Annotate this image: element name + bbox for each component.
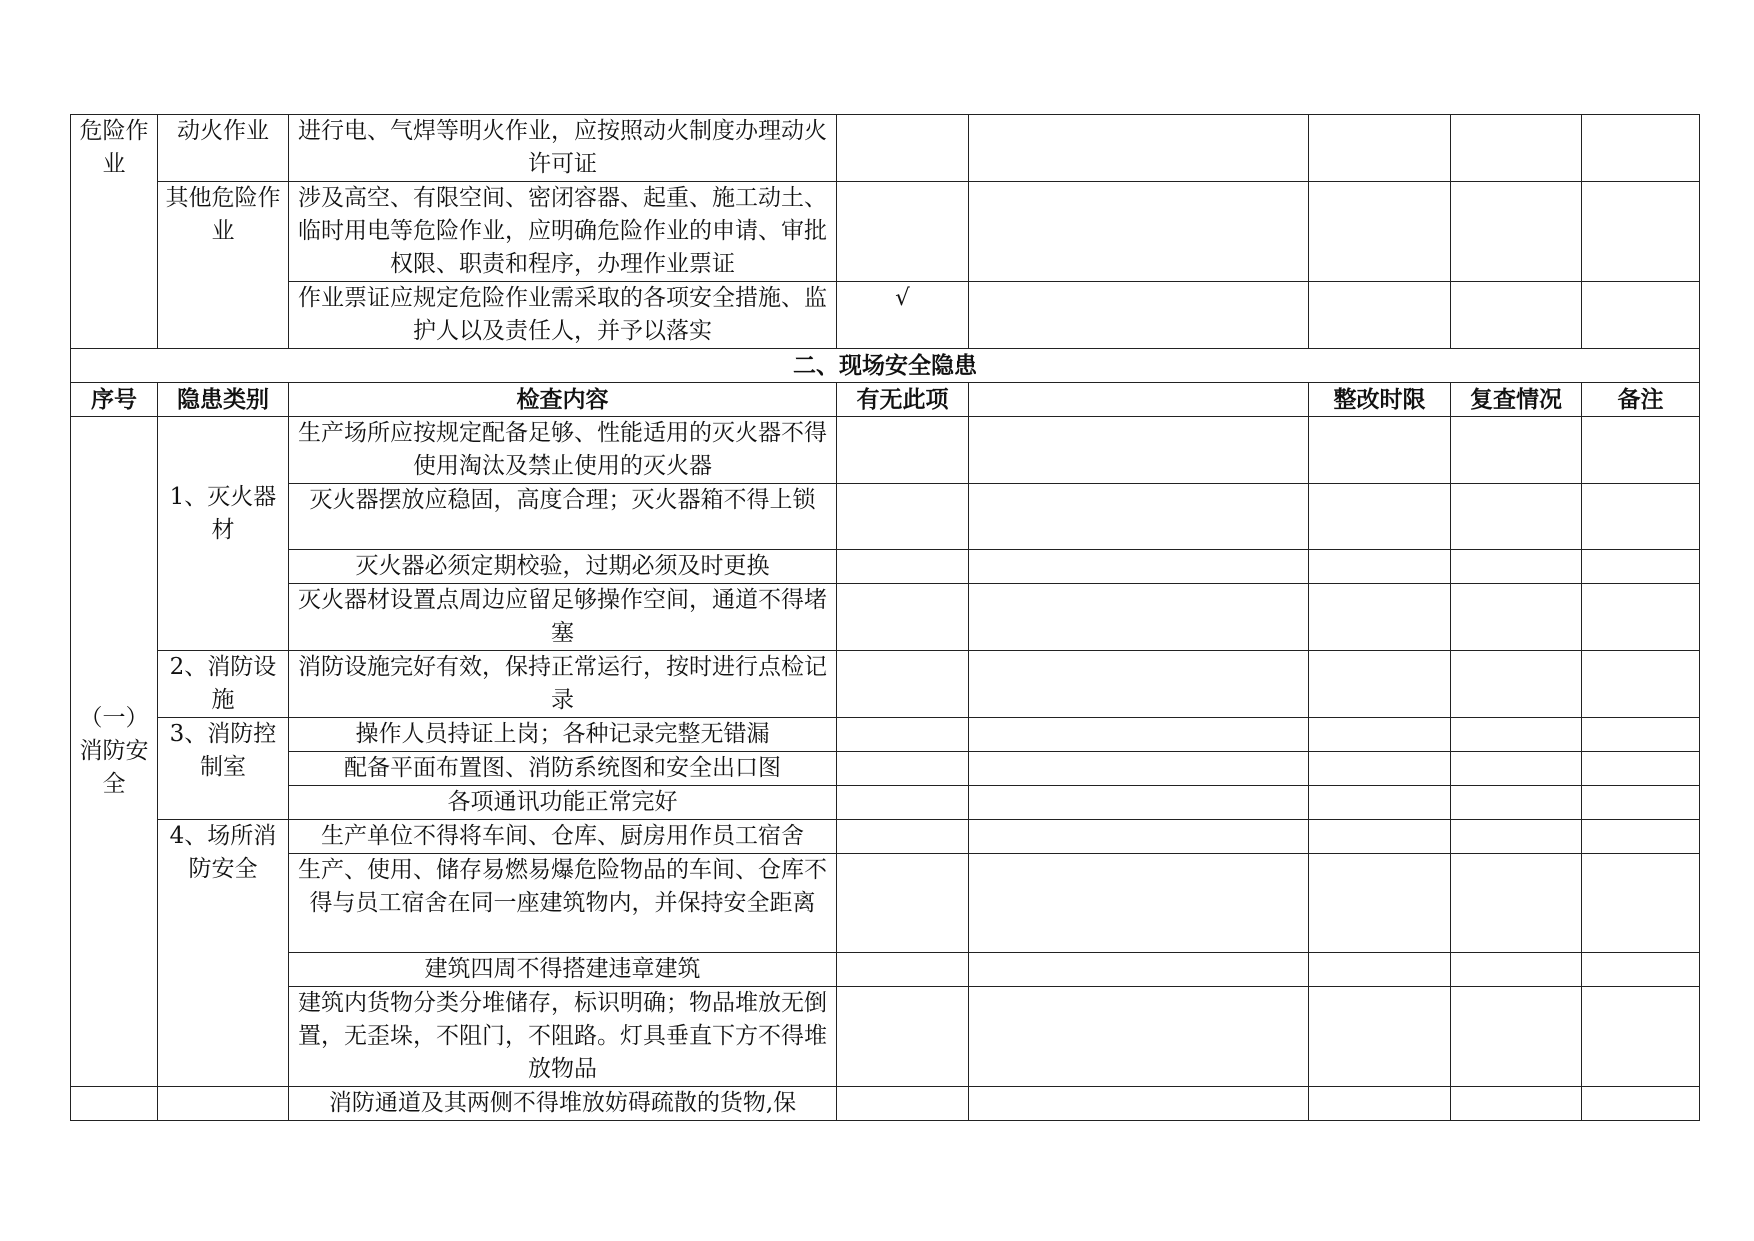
- check-content-cell: 建筑内货物分类分堆储存，标识明确；物品堆放无倒置，无歪垛，不阻门，不阻路。灯具垂直下方不得堆放物品: [289, 987, 837, 1087]
- exists-cell[interactable]: √: [837, 282, 969, 349]
- table-row: [71, 651, 1700, 718]
- check-content-cell: 作业票证应规定危险作业需采取的各项安全措施、监护人以及责任人，并予以落实: [289, 282, 837, 349]
- header-recheck: 复查情况: [1451, 383, 1582, 417]
- seq-cell: （一）消防安全: [71, 417, 158, 1087]
- subcategory-cell: 动火作业: [158, 115, 289, 182]
- recheck-cell[interactable]: [1451, 651, 1582, 718]
- blank-cell[interactable]: [969, 550, 1309, 584]
- section-title: 二、现场安全隐患: [71, 349, 1700, 383]
- deadline-cell[interactable]: [1309, 115, 1451, 182]
- remark-cell[interactable]: [1582, 786, 1700, 820]
- recheck-cell[interactable]: [1451, 282, 1582, 349]
- table-row: [71, 1087, 1700, 1121]
- blank-cell[interactable]: [969, 953, 1309, 987]
- table-row: [71, 182, 1700, 282]
- subcategory-cell: 其他危险作业: [158, 182, 289, 349]
- deadline-cell[interactable]: [1309, 651, 1451, 718]
- category-cell: [158, 1087, 289, 1121]
- recheck-cell[interactable]: [1451, 1087, 1582, 1121]
- deadline-cell[interactable]: [1309, 182, 1451, 282]
- category-cell: 危险作业: [71, 115, 158, 349]
- exists-cell[interactable]: [837, 417, 969, 484]
- exists-cell[interactable]: [837, 115, 969, 182]
- remark-cell[interactable]: [1582, 651, 1700, 718]
- exists-cell[interactable]: [837, 484, 969, 550]
- recheck-cell[interactable]: [1451, 417, 1582, 484]
- check-content-cell: 配备平面布置图、消防系统图和安全出口图: [289, 752, 837, 786]
- check-content-cell: 各项通讯功能正常完好: [289, 786, 837, 820]
- remark-cell[interactable]: [1582, 854, 1700, 953]
- table-row: [71, 282, 1700, 349]
- deadline-cell[interactable]: [1309, 987, 1451, 1087]
- blank-cell[interactable]: [969, 1087, 1309, 1121]
- deadline-cell[interactable]: [1309, 484, 1451, 550]
- deadline-cell[interactable]: [1309, 1087, 1451, 1121]
- table-row: [71, 752, 1700, 786]
- category-cell: 2、消防设施: [158, 651, 289, 718]
- remark-cell[interactable]: [1582, 417, 1700, 484]
- header-exists: 有无此项: [837, 383, 969, 417]
- blank-cell[interactable]: [969, 417, 1309, 484]
- check-content-cell: 建筑四周不得搭建违章建筑: [289, 953, 837, 987]
- remark-cell[interactable]: [1582, 820, 1700, 854]
- remark-cell[interactable]: [1582, 953, 1700, 987]
- remark-cell[interactable]: [1582, 718, 1700, 752]
- blank-cell[interactable]: [969, 584, 1309, 651]
- blank-cell[interactable]: [969, 282, 1309, 349]
- header-seq: 序号: [71, 383, 158, 417]
- safety-inspection-table: [70, 114, 1700, 1121]
- deadline-cell[interactable]: [1309, 550, 1451, 584]
- header-blank: [969, 383, 1309, 417]
- exists-cell[interactable]: [837, 651, 969, 718]
- blank-cell[interactable]: [969, 786, 1309, 820]
- deadline-cell[interactable]: [1309, 584, 1451, 651]
- blank-cell[interactable]: [969, 484, 1309, 550]
- category-cell: 1、灭火器材: [158, 417, 289, 651]
- deadline-cell[interactable]: [1309, 282, 1451, 349]
- header-deadline: 整改时限: [1309, 383, 1451, 417]
- section-row: [71, 349, 1700, 383]
- recheck-cell[interactable]: [1451, 182, 1582, 282]
- recheck-cell[interactable]: [1451, 953, 1582, 987]
- check-content-cell: 生产单位不得将车间、仓库、厨房用作员工宿舍: [289, 820, 837, 854]
- recheck-cell[interactable]: [1451, 115, 1582, 182]
- recheck-cell[interactable]: [1451, 484, 1582, 550]
- table-row: [71, 550, 1700, 584]
- category-cell: 4、场所消防安全: [158, 820, 289, 1087]
- remark-cell[interactable]: [1582, 282, 1700, 349]
- exists-cell[interactable]: [837, 584, 969, 651]
- recheck-cell[interactable]: [1451, 786, 1582, 820]
- exists-cell[interactable]: [837, 987, 969, 1087]
- table-row: [71, 115, 1700, 182]
- exists-cell[interactable]: [837, 550, 969, 584]
- blank-cell[interactable]: [969, 854, 1309, 953]
- deadline-cell[interactable]: [1309, 953, 1451, 987]
- blank-cell[interactable]: [969, 718, 1309, 752]
- table-row: [71, 584, 1700, 651]
- table-row: [71, 820, 1700, 854]
- blank-cell[interactable]: [969, 820, 1309, 854]
- recheck-cell[interactable]: [1451, 584, 1582, 651]
- header-row: [71, 383, 1700, 417]
- blank-cell[interactable]: [969, 182, 1309, 282]
- recheck-cell[interactable]: [1451, 752, 1582, 786]
- header-remark: 备注: [1582, 383, 1700, 417]
- header-category: 隐患类别: [158, 383, 289, 417]
- deadline-cell[interactable]: [1309, 820, 1451, 854]
- deadline-cell[interactable]: [1309, 718, 1451, 752]
- remark-cell[interactable]: [1582, 752, 1700, 786]
- remark-cell[interactable]: [1582, 987, 1700, 1087]
- exists-cell[interactable]: [837, 752, 969, 786]
- exists-cell[interactable]: [837, 182, 969, 282]
- table-row: [71, 417, 1700, 484]
- recheck-cell[interactable]: [1451, 854, 1582, 953]
- check-content-cell: 生产、使用、储存易燃易爆危险物品的车间、仓库不得与员工宿舍在同一座建筑物内，并保持安全距离: [289, 854, 837, 953]
- remark-cell[interactable]: [1582, 1087, 1700, 1121]
- recheck-cell[interactable]: [1451, 820, 1582, 854]
- recheck-cell[interactable]: [1451, 987, 1582, 1087]
- table-row: [71, 953, 1700, 987]
- seq-cell: [71, 1087, 158, 1121]
- exists-cell[interactable]: [837, 1087, 969, 1121]
- check-content-cell: 进行电、气焊等明火作业，应按照动火制度办理动火许可证: [289, 115, 837, 182]
- check-content-cell: 灭火器必须定期校验，过期必须及时更换: [289, 550, 837, 584]
- remark-cell[interactable]: [1582, 550, 1700, 584]
- exists-cell[interactable]: [837, 786, 969, 820]
- recheck-cell[interactable]: [1451, 550, 1582, 584]
- exists-cell[interactable]: [837, 820, 969, 854]
- check-content-cell: 灭火器材设置点周边应留足够操作空间，通道不得堵塞: [289, 584, 837, 651]
- blank-cell[interactable]: [969, 651, 1309, 718]
- check-content-cell: 生产场所应按规定配备足够、性能适用的灭火器不得使用淘汰及禁止使用的灭火器: [289, 417, 837, 484]
- table-row: [71, 786, 1700, 820]
- exists-cell[interactable]: [837, 953, 969, 987]
- recheck-cell[interactable]: [1451, 718, 1582, 752]
- check-content-cell: 涉及高空、有限空间、密闭容器、起重、施工动土、临时用电等危险作业，应明确危险作业的申请、审批权限、职责和程序，办理作业票证: [289, 182, 837, 282]
- remark-cell[interactable]: [1582, 182, 1700, 282]
- table-row: [71, 718, 1700, 752]
- table-row: [71, 484, 1700, 550]
- table-row: [71, 854, 1700, 953]
- deadline-cell[interactable]: [1309, 854, 1451, 953]
- exists-cell[interactable]: [837, 718, 969, 752]
- exists-cell[interactable]: [837, 854, 969, 953]
- remark-cell[interactable]: [1582, 115, 1700, 182]
- blank-cell[interactable]: [969, 987, 1309, 1087]
- remark-cell[interactable]: [1582, 484, 1700, 550]
- check-content-cell: 消防设施完好有效，保持正常运行，按时进行点检记录: [289, 651, 837, 718]
- check-content-cell: 消防通道及其两侧不得堆放妨碍疏散的货物,保: [289, 1087, 837, 1121]
- check-content-cell: 灭火器摆放应稳固，高度合理；灭火器箱不得上锁: [289, 484, 837, 550]
- deadline-cell[interactable]: [1309, 417, 1451, 484]
- deadline-cell[interactable]: [1309, 786, 1451, 820]
- deadline-cell[interactable]: [1309, 752, 1451, 786]
- blank-cell[interactable]: [969, 752, 1309, 786]
- check-content-cell: 操作人员持证上岗；各种记录完整无错漏: [289, 718, 837, 752]
- blank-cell[interactable]: [969, 115, 1309, 182]
- remark-cell[interactable]: [1582, 584, 1700, 651]
- category-cell: 3、消防控制室: [158, 718, 289, 820]
- table-row: [71, 987, 1700, 1087]
- header-content: 检查内容: [289, 383, 837, 417]
